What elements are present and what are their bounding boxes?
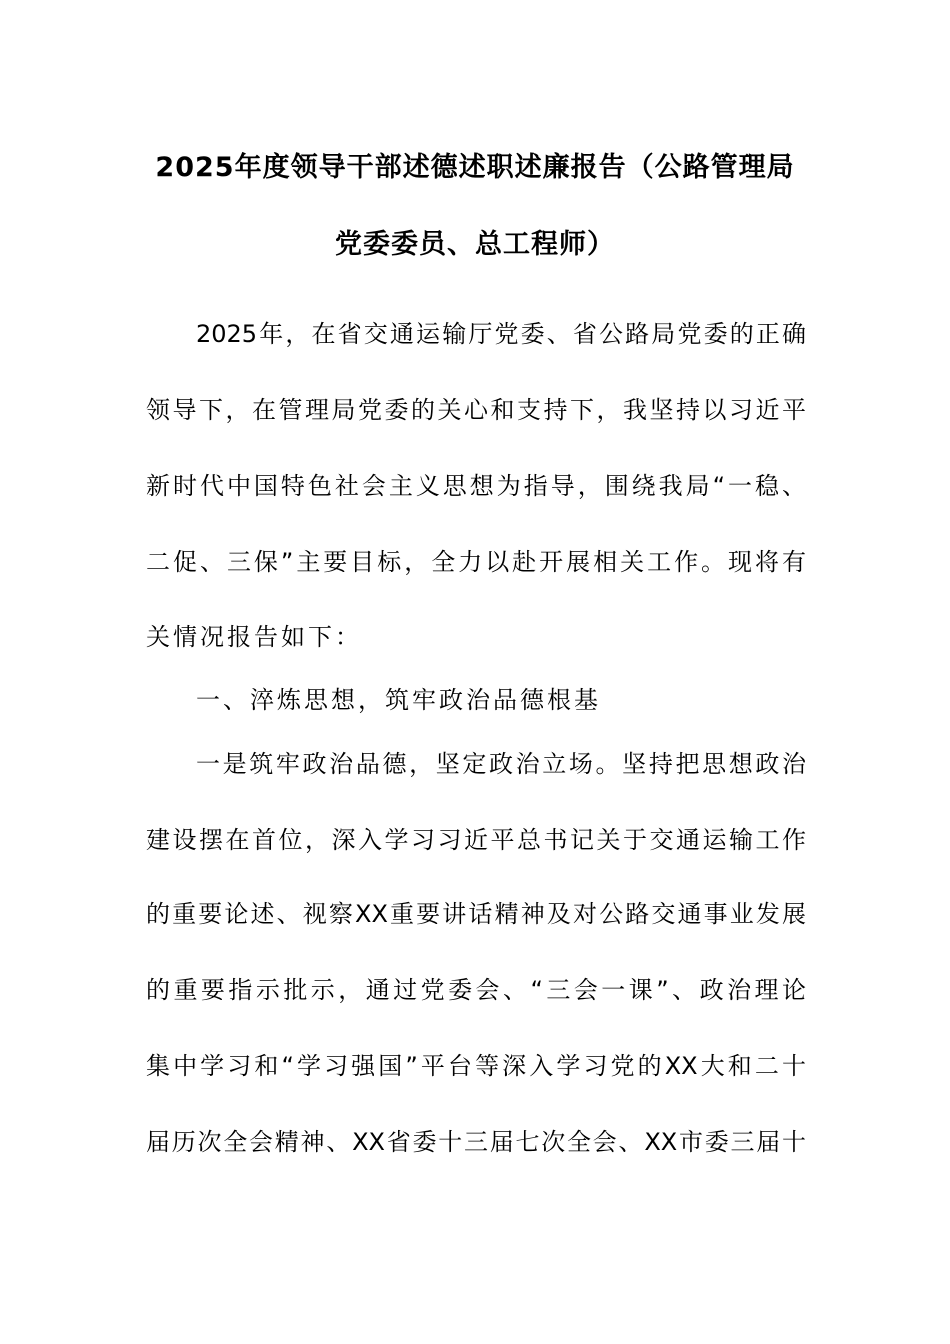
paragraph-line: 集中学习和“学习强国”平台等深入学习党的XX大和二十 [146,1052,806,1080]
paragraph-line: 新时代中国特色社会主义思想为指导，围绕我局“一稳、 [146,472,806,500]
paragraph-line: 的重要论述、视察XX重要讲话精神及对公路交通事业发展 [146,900,806,928]
paragraph-line: 2025年，在省交通运输厅党委、省公路局党委的正确 [196,320,806,348]
paragraph-line: 领导下，在管理局党委的关心和支持下，我坚持以习近平 [146,396,806,424]
paragraph-line: 建设摆在首位，深入学习习近平总书记关于交通运输工作 [146,826,806,854]
section-heading: 一、淬炼思想，筑牢政治品德根基 [196,686,601,714]
paragraph-line: 届历次全会精神、XX省委十三届七次全会、XX市委三届十 [146,1128,806,1156]
paragraph-line: 二促、三保”主要目标，全力以赴开展相关工作。现将有 [146,548,806,576]
paragraph-line: 关情况报告如下： [146,623,362,651]
document-title-line-2: 党委委员、总工程师） [335,229,615,260]
paragraph-line: 一是筑牢政治品德，坚定政治立场。坚持把思想政治 [196,750,806,778]
document-title-line-1: 2025年度领导干部述德述职述廉报告（公路管理局 [155,152,795,183]
paragraph-line: 的重要指示批示，通过党委会、“三会一课”、政治理论 [146,976,806,1004]
